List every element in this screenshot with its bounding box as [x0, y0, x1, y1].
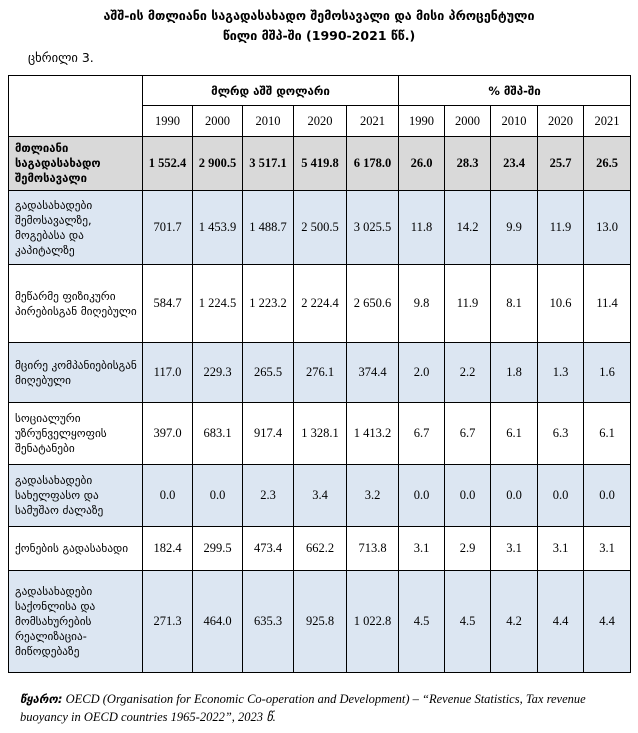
billion-value-cell: 3.2 — [347, 465, 399, 527]
tax-revenue-table — [8, 75, 631, 673]
table-row — [9, 571, 631, 673]
billion-value-cell: 1 224.5 — [193, 265, 243, 343]
percent-value-cell: 0.0 — [399, 465, 445, 527]
percent-value-cell: 4.5 — [399, 571, 445, 673]
percent-value-cell: 3.1 — [584, 527, 631, 571]
year-header-billion: 2020 — [294, 106, 347, 137]
billion-value-cell: 584.7 — [143, 265, 193, 343]
year-header-percent: 2020 — [538, 106, 584, 137]
billion-value-cell: 464.0 — [193, 571, 243, 673]
row-label: გადასახადები შემოსავალზე, მოგებასა და კაპიტალზე — [9, 191, 143, 265]
billion-value-cell: 917.4 — [243, 403, 294, 465]
table-label: ცხრილი 3. — [28, 50, 94, 65]
table-row — [9, 137, 631, 191]
year-header-billion: 2000 — [193, 106, 243, 137]
billion-value-cell: 2 500.5 — [294, 191, 347, 265]
percent-value-cell: 23.4 — [491, 137, 538, 191]
table-row — [9, 465, 631, 527]
percent-value-cell: 2.9 — [445, 527, 491, 571]
percent-value-cell: 2.2 — [445, 343, 491, 403]
title-line-1: აშშ-ის მთლიანი საგადასახადო შემოსავალი და მისი პროცენტული — [103, 8, 535, 23]
billion-value-cell: 265.5 — [243, 343, 294, 403]
percent-value-cell: 13.0 — [584, 191, 631, 265]
row-label: მეწარმე ფიზიკური პირებისგან მიღებული — [9, 265, 143, 343]
billion-value-cell: 662.2 — [294, 527, 347, 571]
percent-value-cell: 0.0 — [538, 465, 584, 527]
billion-value-cell: 1 328.1 — [294, 403, 347, 465]
billion-value-cell: 5 419.8 — [294, 137, 347, 191]
row-label: მცირე კომპანიებისგან მიღებული — [9, 343, 143, 403]
billion-value-cell: 3 517.1 — [243, 137, 294, 191]
billion-value-cell: 3 025.5 — [347, 191, 399, 265]
percent-value-cell: 1.6 — [584, 343, 631, 403]
table-row — [9, 343, 631, 403]
billion-value-cell: 0.0 — [143, 465, 193, 527]
percent-value-cell: 10.6 — [538, 265, 584, 343]
percent-value-cell: 6.3 — [538, 403, 584, 465]
billion-value-cell: 3.4 — [294, 465, 347, 527]
source-note — [20, 690, 630, 726]
row-label: სოციალური უზრუნველყოფის შენატანები — [9, 403, 143, 465]
percent-value-cell: 6.1 — [491, 403, 538, 465]
percent-value-cell: 26.5 — [584, 137, 631, 191]
percent-value-cell: 1.8 — [491, 343, 538, 403]
percent-value-cell: 3.1 — [399, 527, 445, 571]
table-row — [9, 265, 631, 343]
row-label: გადასახადები საქონლისა და მომსახურების რეალიზაცია-მიწოდებაზე — [9, 571, 143, 673]
percent-value-cell: 14.2 — [445, 191, 491, 265]
billion-value-cell: 1 413.2 — [347, 403, 399, 465]
billion-value-cell: 2 650.6 — [347, 265, 399, 343]
billion-value-cell: 1 488.7 — [243, 191, 294, 265]
row-label: ქონების გადასახადი — [9, 527, 143, 571]
page-title — [0, 6, 638, 46]
billion-value-cell: 713.8 — [347, 527, 399, 571]
percent-gdp-header: % მშპ-ში — [399, 76, 631, 106]
billion-value-cell: 117.0 — [143, 343, 193, 403]
percent-value-cell: 6.7 — [399, 403, 445, 465]
header-corner-cell — [9, 76, 143, 137]
table-row — [9, 527, 631, 571]
source-label: წყარო: — [20, 692, 63, 706]
billion-value-cell: 1 453.9 — [193, 191, 243, 265]
billion-value-cell: 473.4 — [243, 527, 294, 571]
percent-value-cell: 8.1 — [491, 265, 538, 343]
year-header-percent: 2010 — [491, 106, 538, 137]
percent-value-cell: 4.4 — [538, 571, 584, 673]
table-row — [9, 403, 631, 465]
row-label: გადასახადები სახელფასო და სამუშაო ძალაზე — [9, 465, 143, 527]
billion-value-cell: 1 223.2 — [243, 265, 294, 343]
percent-value-cell: 28.3 — [445, 137, 491, 191]
percent-value-cell: 4.4 — [584, 571, 631, 673]
year-header-percent: 2000 — [445, 106, 491, 137]
percent-value-cell: 4.2 — [491, 571, 538, 673]
billion-value-cell: 276.1 — [294, 343, 347, 403]
billion-value-cell: 701.7 — [143, 191, 193, 265]
billion-value-cell: 1 552.4 — [143, 137, 193, 191]
billion-value-cell: 299.5 — [193, 527, 243, 571]
year-header-billion: 2010 — [243, 106, 294, 137]
percent-value-cell: 11.8 — [399, 191, 445, 265]
percent-value-cell: 25.7 — [538, 137, 584, 191]
percent-value-cell: 9.8 — [399, 265, 445, 343]
year-header-percent: 1990 — [399, 106, 445, 137]
percent-value-cell: 6.1 — [584, 403, 631, 465]
year-header-billion: 2021 — [347, 106, 399, 137]
row-label: მთლიანი საგადასახადო შემოსავალი — [9, 137, 143, 191]
billion-value-cell: 1 022.8 — [347, 571, 399, 673]
percent-value-cell: 3.1 — [491, 527, 538, 571]
percent-value-cell: 0.0 — [584, 465, 631, 527]
billion-value-cell: 182.4 — [143, 527, 193, 571]
billion-value-cell: 271.3 — [143, 571, 193, 673]
title-line-2: წილი მშპ-ში (1990-2021 წწ.) — [222, 28, 416, 43]
billion-value-cell: 2 224.4 — [294, 265, 347, 343]
billion-value-cell: 374.4 — [347, 343, 399, 403]
billion-value-cell: 229.3 — [193, 343, 243, 403]
percent-value-cell: 11.9 — [538, 191, 584, 265]
percent-value-cell: 9.9 — [491, 191, 538, 265]
billion-value-cell: 2.3 — [243, 465, 294, 527]
year-header-billion: 1990 — [143, 106, 193, 137]
source-text: OECD (Organisation for Economic Co-operation and Development) – “Revenue Statistics, Tax revenue buoyancy in OECD countries 1965-2022”, 2023 წ. — [20, 692, 586, 724]
percent-value-cell: 3.1 — [538, 527, 584, 571]
percent-value-cell: 1.3 — [538, 343, 584, 403]
billion-value-cell: 683.1 — [193, 403, 243, 465]
percent-value-cell: 6.7 — [445, 403, 491, 465]
percent-value-cell: 0.0 — [491, 465, 538, 527]
percent-value-cell: 11.9 — [445, 265, 491, 343]
billion-value-cell: 635.3 — [243, 571, 294, 673]
billion-value-cell: 0.0 — [193, 465, 243, 527]
billion-value-cell: 397.0 — [143, 403, 193, 465]
billion-value-cell: 925.8 — [294, 571, 347, 673]
percent-value-cell: 11.4 — [584, 265, 631, 343]
billion-usd-header: მლრდ აშშ დოლარი — [143, 76, 399, 106]
percent-value-cell: 0.0 — [445, 465, 491, 527]
year-header-percent: 2021 — [584, 106, 631, 137]
percent-value-cell: 4.5 — [445, 571, 491, 673]
percent-value-cell: 2.0 — [399, 343, 445, 403]
billion-value-cell: 2 900.5 — [193, 137, 243, 191]
percent-value-cell: 26.0 — [399, 137, 445, 191]
table-row — [9, 191, 631, 265]
billion-value-cell: 6 178.0 — [347, 137, 399, 191]
